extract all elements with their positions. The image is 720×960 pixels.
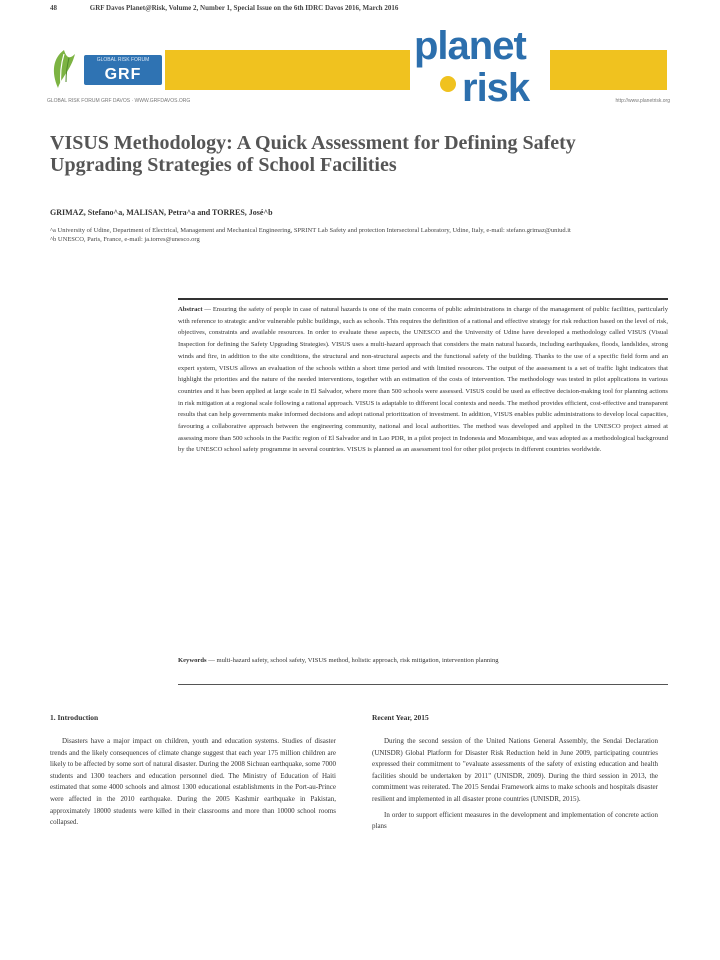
abstract-text: Ensuring the safety of people in case of natural hazards is one of the main concerns of public administrations in charge of the management of public facilities, particularly with reference to strategic and/or vulnerable public buildings, such as schools. This requires the definition of a rational and effective strategy for risk reduction based on the level of risk, objectives, constraints and available resources. In order to evaluate these aspects, the UNESCO and the University of Udine have developed a methodology called VISUS (Visual Inspection for defining the Safety Upgrading Strategies). VISUS uses a multi-hazard approach that considers the main natural hazards, including earthquakes, floods, landslides, strong winds and fire, in addition to the site conditions, the structural and non-structural aspects and the functional safety of the building. Thanks to the use of a specific field form and an expert system, VISUS allows an evaluation of the schools within a short time period and with limited resources. The output of the assessment is a set of traffic light indicators that highlight the priorities and the nature of the needed interventions, together with an estimation of the costs of intervention. The methodology was tested in pilot applications in various countries and it has been applied at large scale in El Salvador, where more than 500 schools were assessed. VISUS could be used as effective decision-making tool for planning actions in risk mitigation at a regional scale following a rational approach. VISUS is adaptable to different local contexts and needs. The method provides efficient, cost-effective and transparent results that can help governments make informed decisions and adopt rational prioritization of investment. In addition, VISUS enables public administrations to develop local capacities, favouring a collaborative approach between the engineering community, national and local authorities. The method was developed and applied in the UNESCO project aimed at assessing more than 500 schools in the Pacific region of El Salvador and in Lao PDR, in a pilot project in Indonesia and Mozambique, and was adopted as a methodological background by the UNESCO school safety programme in several countries. VISUS is planned as an assessment tool for other pilot projects in different countries worldwide. xyxy=(178,306,668,454)
body-column-left xyxy=(50,712,336,952)
keywords-label: Keywords xyxy=(178,657,207,664)
abstract-top-rule xyxy=(178,298,668,300)
planet-risk-logo-planet: planet xyxy=(414,24,526,68)
article-authors: GRIMAZ, Stefano^a, MALISAN, Petra^a and TORRES, José^b xyxy=(50,208,273,217)
running-header-text: GRF Davos Planet@Risk, Volume 2, Number 1, Special Issue on the 6th IDRC Davos 2016, March 2016 xyxy=(89,4,399,12)
page-number: 48 xyxy=(50,4,57,12)
paragraph: Disasters have a major impact on children, youth and education systems. Studies of disaster trends and the likely consequences of climate change suggest that each year 175 million children are likely to be affected by some sort of natural disaster. During the 2008 Sichuan earthquake, some 7000 students and 1300 teachers and education personnel died. The Ministry of Education of Haiti estimated that some 4000 schools and almost 1300 educational establishments in the Port-au-Prince were affected in the 2010 earthquake. During the 2005 Kashmir earthquake in Pakistan, approximately 18000 students were killed in their classrooms and more than 10000 school rooms collapsed. xyxy=(50,737,336,827)
affiliations xyxy=(50,226,640,244)
abstract-bottom-rule xyxy=(178,684,668,685)
section-heading-introduction: 1. Introduction xyxy=(50,713,99,722)
keywords: Keywords — multi-hazard safety, school safety, VISUS method, holistic approach, risk mitigation, intervention planning xyxy=(178,657,499,664)
section-heading-recent-year: Recent Year, 2015 xyxy=(372,713,429,722)
keywords-text: multi-hazard safety, school safety, VISUS method, holistic approach, risk mitigation, intervention planning xyxy=(216,657,499,664)
abstract: Abstract — Ensuring the safety of people in case of natural hazards is one of the main concerns of public administrations in charge of the management of public facilities, particularly with reference to strategic and/or vulnerable public buildings, such as schools. This requires the definition of a rational and effective strategy for risk reduction based on the level of risk, objectives, constraints and available resources. In order to evaluate these aspects, the UNESCO and the University of Udine have developed a methodology called VISUS (Visual Inspection for defining the Safety Upgrading Strategies). VISUS uses a multi-hazard approach that considers the main natural hazards, including earthquakes, floods, landslides, strong winds and fire, in addition to the site conditions, the structural and non-structural aspects and the functional safety of the building. Thanks to the use of a specific field form and an expert system, VISUS allows an evaluation of the schools within a short time period and with limited resources. The output of the assessment is a set of traffic light indicators that highlight the priorities and the nature of the needed interventions, together with an estimation of the costs of intervention. The methodology was tested in pilot applications in various countries and it has been applied at large scale in El Salvador, where more than 500 schools were assessed. VISUS could be used as effective decision-making tool for planning actions in risk mitigation at a regional scale following a rational approach. VISUS is adaptable to different local contexts and needs. The method provides efficient, cost-effective and transparent results that can help governments make informed decisions and adopt rational prioritization of investment. In addition, VISUS enables public administrations to develop local capacities, favouring a collaborative approach between the engineering community, national and local authorities. The method was developed and applied in the UNESCO project aimed at assessing more than 500 schools in the Pacific region of El Salvador and in Lao PDR, in a pilot project in Indonesia and Mozambique, and was adopted as a methodological background by the UNESCO school safety programme in several countries. VISUS is planned as an assessment tool for other pilot projects in different countries worldwide. xyxy=(178,306,668,454)
affiliation-b: ^b UNESCO, Paris, France, e-mail: ja.torres@unesco.org xyxy=(50,236,200,243)
body-column-right xyxy=(372,712,658,952)
running-header xyxy=(50,2,670,14)
paragraph: In order to support efficient measures in the development and implementation of concrete action plans xyxy=(372,810,658,831)
leaf-icon xyxy=(49,48,79,90)
grf-tagline: GLOBAL RISK FORUM GRF DAVOS · WWW.GRFDAVOS.ORG xyxy=(47,98,191,104)
planet-risk-logo-risk: risk xyxy=(462,66,530,110)
grf-logo xyxy=(84,55,162,85)
paragraph: During the second session of the United Nations General Assembly, the Sendai Declaration (UNISDR) Global Platform for Disaster Risk Reduction held in June 2009, participating countries expressed their commitment to "evaluate assessments of the safety of existing education and health facilities should be undertaken by 2011" (UNISDR, 2009). During the third session in 2013, the commitment was reiterated. The 2015 Sendai Framework aims to make schools and hospitals disaster resilient and implemented in all disaster prone countries (UNISDR, 2015). xyxy=(372,737,658,803)
affiliation-a: ^a University of Udine, Department of Electrical, Management and Mechanical Engineering, SPRINT Lab Safety and protection Intersectoral Laboratory, Udine, Italy, e-mail: stefano.grimaz@uniud.it xyxy=(50,227,571,234)
grf-logo-name: GRF xyxy=(104,66,142,83)
planet-risk-tagline: http://www.planetrisk.org xyxy=(615,98,670,104)
abstract-label: Abstract xyxy=(178,306,203,313)
article-title: VISUS Methodology: A Quick Assessment for Defining Safety Upgrading Strategies of School Facilities xyxy=(50,132,576,176)
grf-logo-top-text: GLOBAL RISK FORUM xyxy=(96,57,150,63)
at-sign-icon xyxy=(440,76,456,92)
